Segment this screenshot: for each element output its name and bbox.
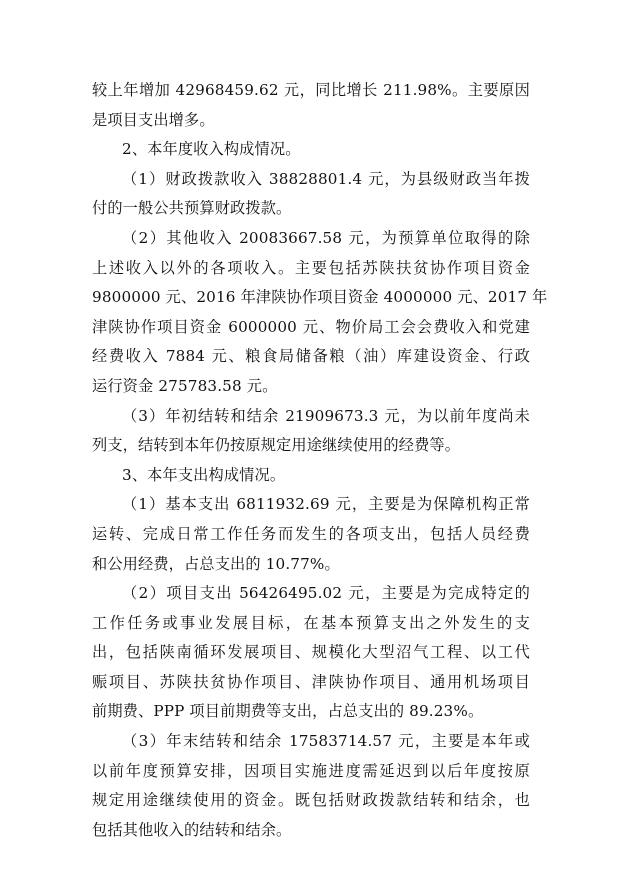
- text-line: 9800000 元、2016 年津陕协作项目资金 4000000 元、2017 年: [92, 288, 548, 307]
- text-line: 工作任务或事业发展目标，在基本预算支出之外发生的支: [92, 613, 530, 632]
- text-line: 出，包括陕南循环发展项目、规模化大型沼气工程、以工代: [92, 643, 530, 662]
- text-line: 经费收入 7884 元、粮食局储备粮（油）库建设资金、行政: [92, 347, 530, 366]
- text-line: 包括其他收入的结转和结余。: [92, 820, 292, 839]
- text-line: 付的一般公共预算财政拨款。: [92, 199, 292, 218]
- text-line: （3）年初结转和结余 21909673.3 元，为以前年度尚未: [122, 406, 530, 425]
- section-heading: 3、本年支出构成情况。: [122, 465, 286, 484]
- text-line: 规定用途继续使用的资金。既包括财政拨款结转和结余，也: [92, 791, 530, 810]
- text-line: 运行资金 275783.58 元。: [92, 376, 278, 395]
- section-heading: 2、本年度收入构成情况。: [122, 140, 301, 159]
- text-line: 是项目支出增多。: [92, 110, 215, 129]
- text-line: 以前年度预算安排，因项目实施进度需延迟到以后年度按原: [92, 761, 530, 780]
- text-line: 上述收入以外的各项收入。主要包括苏陕扶贫协作项目资金: [92, 258, 530, 277]
- text-line: （2）项目支出 56426495.02 元，主要是为完成特定的: [122, 584, 530, 603]
- text-line: （3）年末结转和结余 17583714.57 元，主要是本年或: [122, 732, 530, 751]
- text-line: 前期费、PPP 项目前期费等支出，占总支出的 89.23%。: [92, 702, 484, 721]
- text-line: 较上年增加 42968459.62 元，同比增长 211.98%。主要原因: [92, 81, 530, 99]
- document-page: [92, 76, 548, 845]
- text-line: （1）基本支出 6811932.69 元，主要是为保障机构正常: [122, 495, 530, 514]
- text-line: （2）其他收入 20083667.58 元，为预算单位取得的除: [122, 228, 530, 247]
- text-line: 赈项目、苏陕扶贫协作项目、津陕协作项目、通用机场项目: [92, 672, 530, 691]
- text-line: 和公用经费，占总支出的 10.77%。: [92, 554, 340, 573]
- text-line: 列支，结转到本年仍按原规定用途继续使用的经费等。: [92, 436, 461, 455]
- text-line: （1）财政拨款收入 38828801.4 元，为县级财政当年拨: [122, 169, 530, 188]
- text-line: 津陕协作项目资金 6000000 元、物价局工会会费收入和党建: [92, 317, 530, 336]
- text-line: 运转、完成日常工作任务而发生的各项支出，包括人员经费: [92, 524, 530, 543]
